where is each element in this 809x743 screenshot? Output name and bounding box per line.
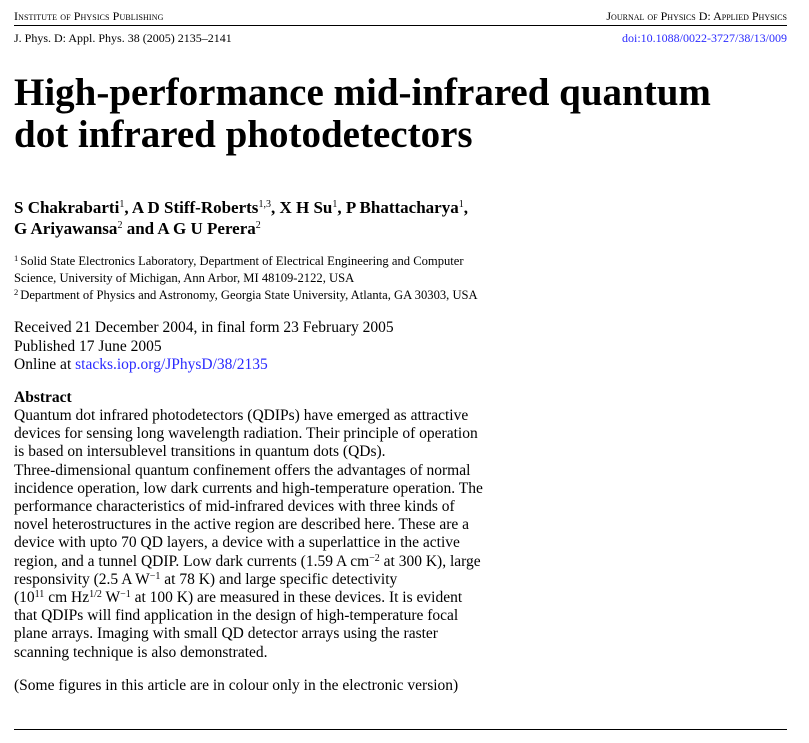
author-line-2 — [14, 218, 468, 239]
affiliation-2-line-1 — [14, 287, 478, 304]
affiliation-text: Solid State Electronics Laboratory, Department of Electrical Engineering and Computer — [20, 254, 464, 268]
abstract-line — [14, 553, 554, 571]
online-link[interactable]: stacks.iop.org/JPhysD/38/2135 — [75, 356, 268, 373]
title-line-1: High-performance mid-infrared quantum — [14, 71, 711, 114]
header-rule — [14, 25, 787, 26]
abstract-text: (10 — [14, 589, 35, 607]
author-name: A G U Perera — [157, 219, 256, 238]
abstract-line: novel heterostructures in the active region are described here. These are a — [14, 516, 470, 534]
abstract-line: incidence operation, low dark currents and high-temperature operation. The — [14, 479, 483, 497]
abstract-superscript: −2 — [369, 552, 380, 564]
abstract-text: at 100 K) are measured in these devices. It is evident — [130, 589, 463, 607]
author-separator: , — [463, 198, 468, 217]
journal-name: Journal of Physics D: Applied Physics — [606, 9, 787, 23]
author-name: G Ariyawansa — [14, 219, 118, 238]
article-title — [14, 72, 799, 156]
abstract-line: plane arrays. Imaging with small QD detector arrays using the raster — [14, 625, 438, 643]
abstract-body — [14, 407, 554, 662]
author-name: S Chakrabarti — [14, 198, 120, 217]
author-affiliation-mark: 1 — [332, 199, 338, 210]
affiliations — [14, 253, 478, 304]
footer-rule — [14, 729, 787, 730]
author-affiliation-mark: 1,3 — [258, 199, 271, 210]
author-name: P Bhattacharya — [345, 198, 459, 217]
abstract-line: that QDIPs will find application in the design of high-temperature focal — [14, 607, 459, 625]
published-date: Published 17 June 2005 — [14, 337, 162, 355]
abstract-text: W — [101, 589, 121, 607]
author-affiliation-mark: 1 — [458, 199, 464, 210]
abstract-superscript: −1 — [149, 570, 161, 582]
online-prefix: Online at — [14, 356, 76, 373]
abstract-text: cm Hz — [44, 589, 90, 607]
affiliation-text: Department of Physics and Astronomy, Georgia State University, Atlanta, GA 30303, USA — [20, 288, 478, 302]
abstract-superscript: −1 — [120, 589, 131, 601]
abstract-line — [14, 589, 554, 607]
affiliation-1-line-1 — [14, 253, 478, 270]
abstract-line: is based on intersublevel transitions in quantum dots (QDs). — [14, 443, 386, 461]
abstract-line: Quantum dot infrared photodetectors (QDIPs) have emerged as attractive — [14, 407, 469, 424]
author-separator: , — [270, 198, 280, 217]
abstract-text: at 78 K) and large specific detectivity — [160, 570, 398, 588]
author-list — [14, 197, 468, 239]
abstract-line: performance characteristics of mid-infrared devices with three kinds of — [14, 498, 455, 516]
author-name: X H Su — [279, 198, 333, 217]
abstract-text: at 300 K), large — [379, 552, 481, 570]
online-at — [14, 356, 394, 375]
author-separator: , — [337, 198, 346, 217]
publisher-name: Institute of Physics Publishing — [14, 9, 164, 23]
author-affiliation-mark: 1 — [119, 199, 125, 210]
author-separator: , — [124, 198, 132, 217]
abstract-superscript: 11 — [34, 589, 45, 601]
publication-dates — [14, 319, 394, 375]
received-date: Received 21 December 2004, in final form 23 February 2005 — [14, 319, 394, 336]
abstract-line — [14, 571, 554, 589]
abstract-line: devices for sensing long wavelength radiation. Their principle of operation — [14, 425, 478, 443]
citation: J. Phys. D: Appl. Phys. 38 (2005) 2135–2141 — [14, 31, 232, 45]
abstract-heading: Abstract — [14, 389, 72, 406]
colour-note: (Some figures in this article are in colour only in the electronic version) — [14, 677, 459, 694]
abstract-line: Three-dimensional quantum confinement offers the advantages of normal — [14, 461, 471, 479]
author-affiliation-mark: 2 — [117, 220, 123, 231]
affiliation-1-line-2: Science, University of Michigan, Ann Arbor, MI 48109-2122, USA — [14, 271, 355, 285]
author-separator: and — [122, 219, 158, 238]
doi-link[interactable]: doi:10.1088/0022-3727/38/13/009 — [622, 31, 787, 45]
affiliation-number: 1 — [14, 253, 19, 263]
author-name: A D Stiff-Roberts — [131, 198, 259, 217]
abstract-text: region, and a tunnel QDIP. Low dark currents (1.59 A cm — [14, 552, 370, 570]
affiliation-number: 2 — [14, 287, 19, 297]
title-line-2: dot infrared photodetectors — [14, 113, 473, 156]
abstract-text: responsivity (2.5 A W — [14, 570, 150, 588]
abstract-line: device with upto 70 QD layers, a device with a superlattice in the active — [14, 534, 460, 552]
abstract-superscript: 1/2 — [89, 589, 102, 601]
abstract-line: scanning technique is also demonstrated. — [14, 643, 268, 661]
author-affiliation-mark: 2 — [255, 220, 261, 231]
author-line-1 — [14, 197, 468, 218]
